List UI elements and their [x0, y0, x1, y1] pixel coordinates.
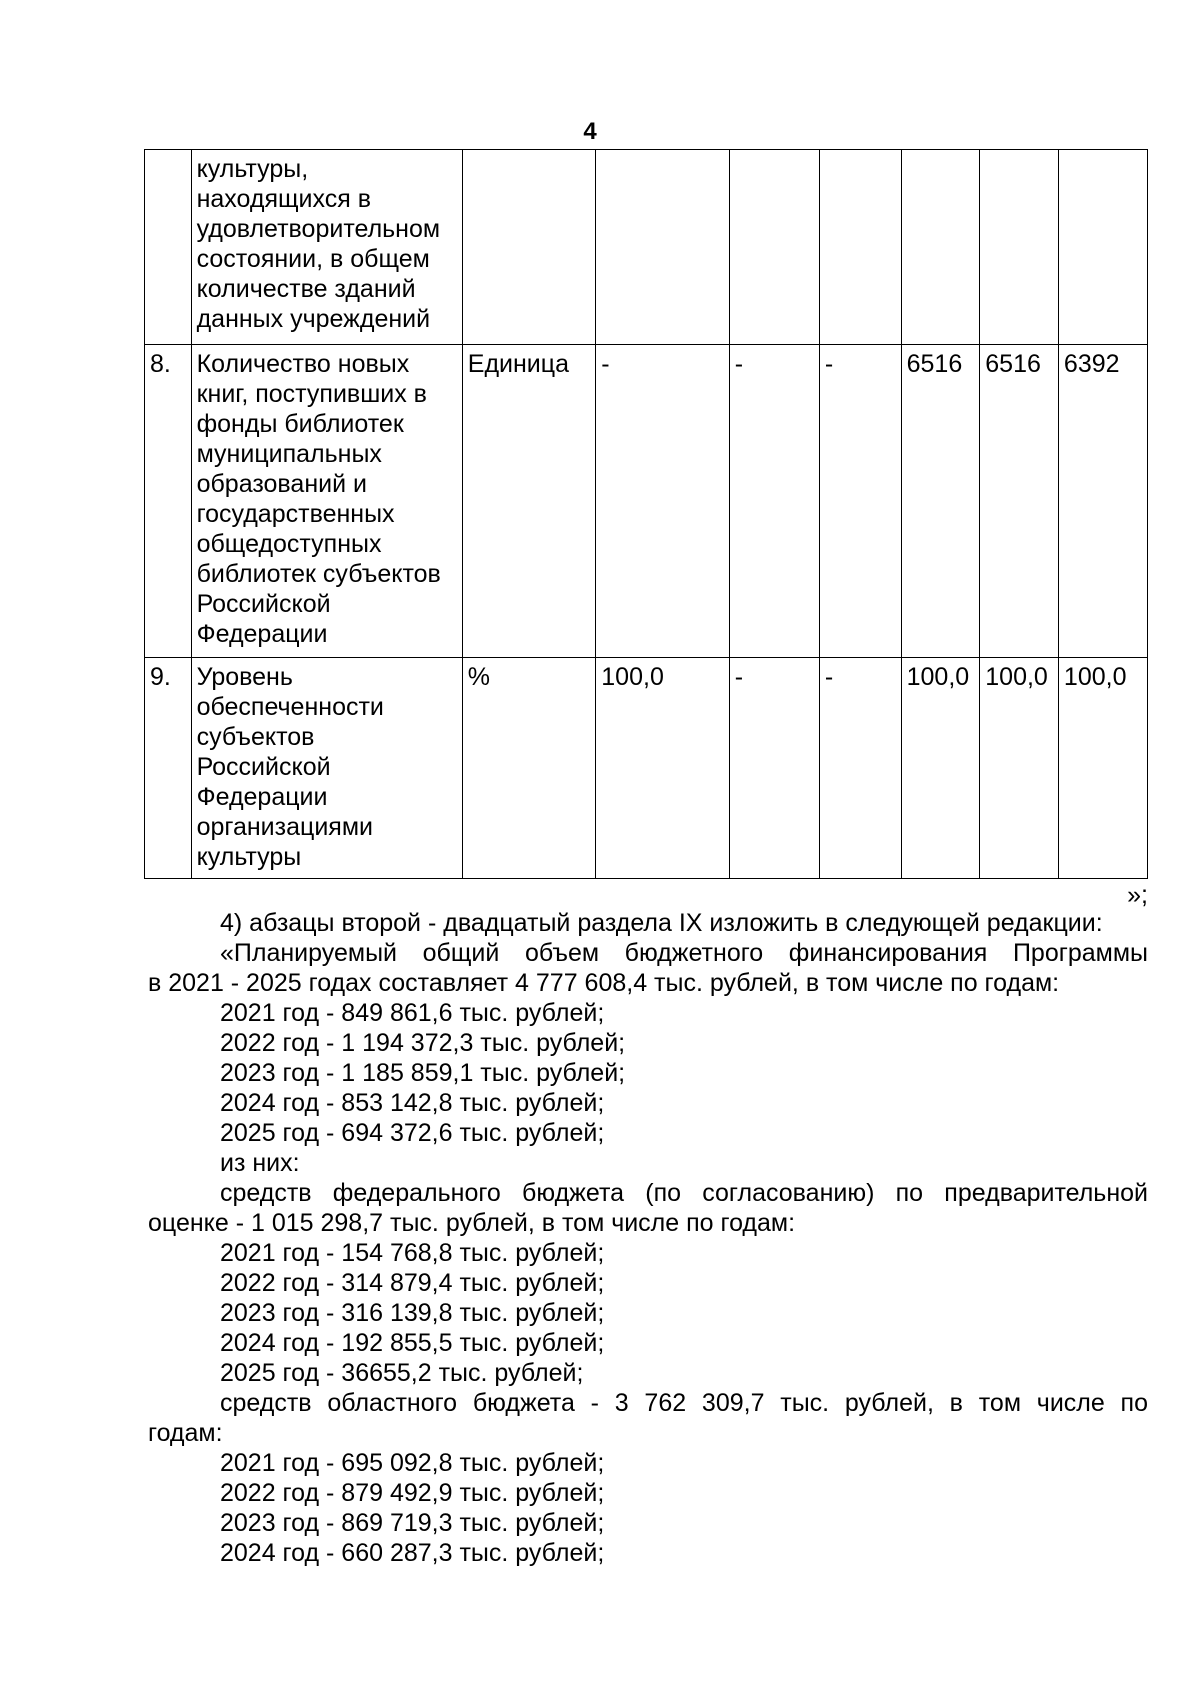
- paragraph-line: средств федерального бюджета (по согласованию) по предварительной: [220, 1179, 1148, 1207]
- paragraph-line: 2024 год - 192 855,5 тыс. рублей;: [220, 1329, 605, 1357]
- paragraph-line: оценке - 1 015 298,7 тыс. рублей, в том числе по годам:: [148, 1209, 796, 1237]
- value-cell: 100,0: [901, 658, 980, 879]
- value-cell: [596, 150, 730, 345]
- indicator-name-line: субъектов: [196, 723, 315, 751]
- indicator-name-line: книг, поступивших в: [196, 380, 427, 408]
- paragraph-line: 2024 год - 660 287,3 тыс. рублей;: [220, 1539, 605, 1567]
- value-cell: -: [819, 658, 901, 879]
- paragraph-line: 2023 год - 1 185 859,1 тыс. рублей;: [220, 1059, 626, 1087]
- value-cell: 6516: [901, 345, 980, 658]
- paragraph-line: 4) абзацы второй - двадцатый раздела IX изложить в следующей редакции:: [220, 909, 1103, 937]
- paragraph-line: 2023 год - 316 139,8 тыс. рублей;: [220, 1299, 605, 1327]
- indicator-name-line: удовлетворительном: [196, 215, 441, 243]
- indicator-name-line: обеспеченности: [196, 693, 384, 721]
- paragraph-line: 2025 год - 694 372,6 тыс. рублей;: [220, 1119, 605, 1147]
- indicator-name-line: данных учреждений: [196, 305, 431, 333]
- paragraph-line: из них:: [220, 1149, 300, 1177]
- value-cell: 100,0: [980, 658, 1059, 879]
- indicator-name-line: количестве зданий: [196, 275, 416, 303]
- paragraph-line: «Планируемый общий объем бюджетного финансирования Программы: [220, 939, 1148, 967]
- value-cell: [980, 150, 1059, 345]
- paragraph-line: 2023 год - 869 719,3 тыс. рублей;: [220, 1509, 605, 1537]
- value-cell: [819, 150, 901, 345]
- indicator-name-line: Федерации: [196, 620, 328, 648]
- indicator-name-line: Российской: [196, 590, 331, 618]
- body-text: [148, 908, 1148, 1568]
- indicator-name-line: муниципальных: [196, 440, 382, 468]
- unit-cell: Единица: [462, 345, 596, 658]
- paragraph-line: 2024 год - 853 142,8 тыс. рублей;: [220, 1089, 605, 1117]
- indicator-name-line: общедоступных: [196, 530, 382, 558]
- value-cell: 6392: [1058, 345, 1147, 658]
- paragraph-line: 2022 год - 1 194 372,3 тыс. рублей;: [220, 1029, 626, 1057]
- table-row: [145, 345, 1148, 658]
- value-cell: -: [819, 345, 901, 658]
- indicator-name-line: состоянии, в общем: [196, 245, 430, 273]
- value-cell: 6516: [980, 345, 1059, 658]
- value-cell: 100,0: [596, 658, 730, 879]
- indicators-table: [144, 149, 1148, 879]
- page-number: 4: [583, 118, 597, 145]
- indicator-name-cell: [191, 658, 462, 879]
- value-cell: 100,0: [1058, 658, 1147, 879]
- indicator-name-line: государственных: [196, 500, 395, 528]
- indicator-name-line: Федерации: [196, 783, 328, 811]
- value-cell: [1058, 150, 1147, 345]
- indicator-name-cell: [191, 345, 462, 658]
- indicator-name-line: находящихся в: [196, 185, 372, 213]
- value-cell: -: [729, 658, 819, 879]
- paragraph-line: 2021 год - 849 861,6 тыс. рублей;: [220, 999, 605, 1027]
- table-row: [145, 658, 1148, 879]
- paragraph-line: 2021 год - 154 768,8 тыс. рублей;: [220, 1239, 605, 1267]
- paragraph-line: средств областного бюджета - 3 762 309,7 тыс. рублей, в том числе по: [220, 1389, 1148, 1417]
- indicator-name-line: Российской: [196, 753, 331, 781]
- unit-cell: [462, 150, 596, 345]
- paragraph-line: 2025 год - 36655,2 тыс. рублей;: [220, 1359, 584, 1387]
- indicator-name-line: культуры: [196, 843, 302, 871]
- value-cell: -: [729, 345, 819, 658]
- indicator-name-line: библиотек субъектов: [196, 560, 441, 588]
- paragraph-line: в 2021 - 2025 годах составляет 4 777 608,4 тыс. рублей, в том числе по годам:: [148, 969, 1060, 997]
- row-number-cell: 9.: [145, 658, 192, 879]
- indicator-name-line: организациями: [196, 813, 373, 841]
- indicator-name-line: фонды библиотек: [196, 410, 404, 438]
- indicator-name-line: Уровень: [196, 663, 293, 691]
- paragraph-line: 2021 год - 695 092,8 тыс. рублей;: [220, 1449, 605, 1477]
- indicator-name-cell: [191, 150, 462, 345]
- indicator-name-line: образований и: [196, 470, 367, 498]
- indicator-name-line: культуры,: [196, 155, 309, 183]
- row-number-cell: [145, 150, 192, 345]
- value-cell: -: [596, 345, 730, 658]
- paragraph-line: годам:: [148, 1419, 223, 1447]
- paragraph-line: 2022 год - 879 492,9 тыс. рублей;: [220, 1479, 605, 1507]
- unit-cell: %: [462, 658, 596, 879]
- closing-quote-mark: »;: [1127, 881, 1148, 909]
- paragraph-line: 2022 год - 314 879,4 тыс. рублей;: [220, 1269, 605, 1297]
- value-cell: [901, 150, 980, 345]
- row-number-cell: 8.: [145, 345, 192, 658]
- table-body: [145, 150, 1148, 879]
- value-cell: [729, 150, 819, 345]
- table-row: [145, 150, 1148, 345]
- indicator-name-line: Количество новых: [196, 350, 410, 378]
